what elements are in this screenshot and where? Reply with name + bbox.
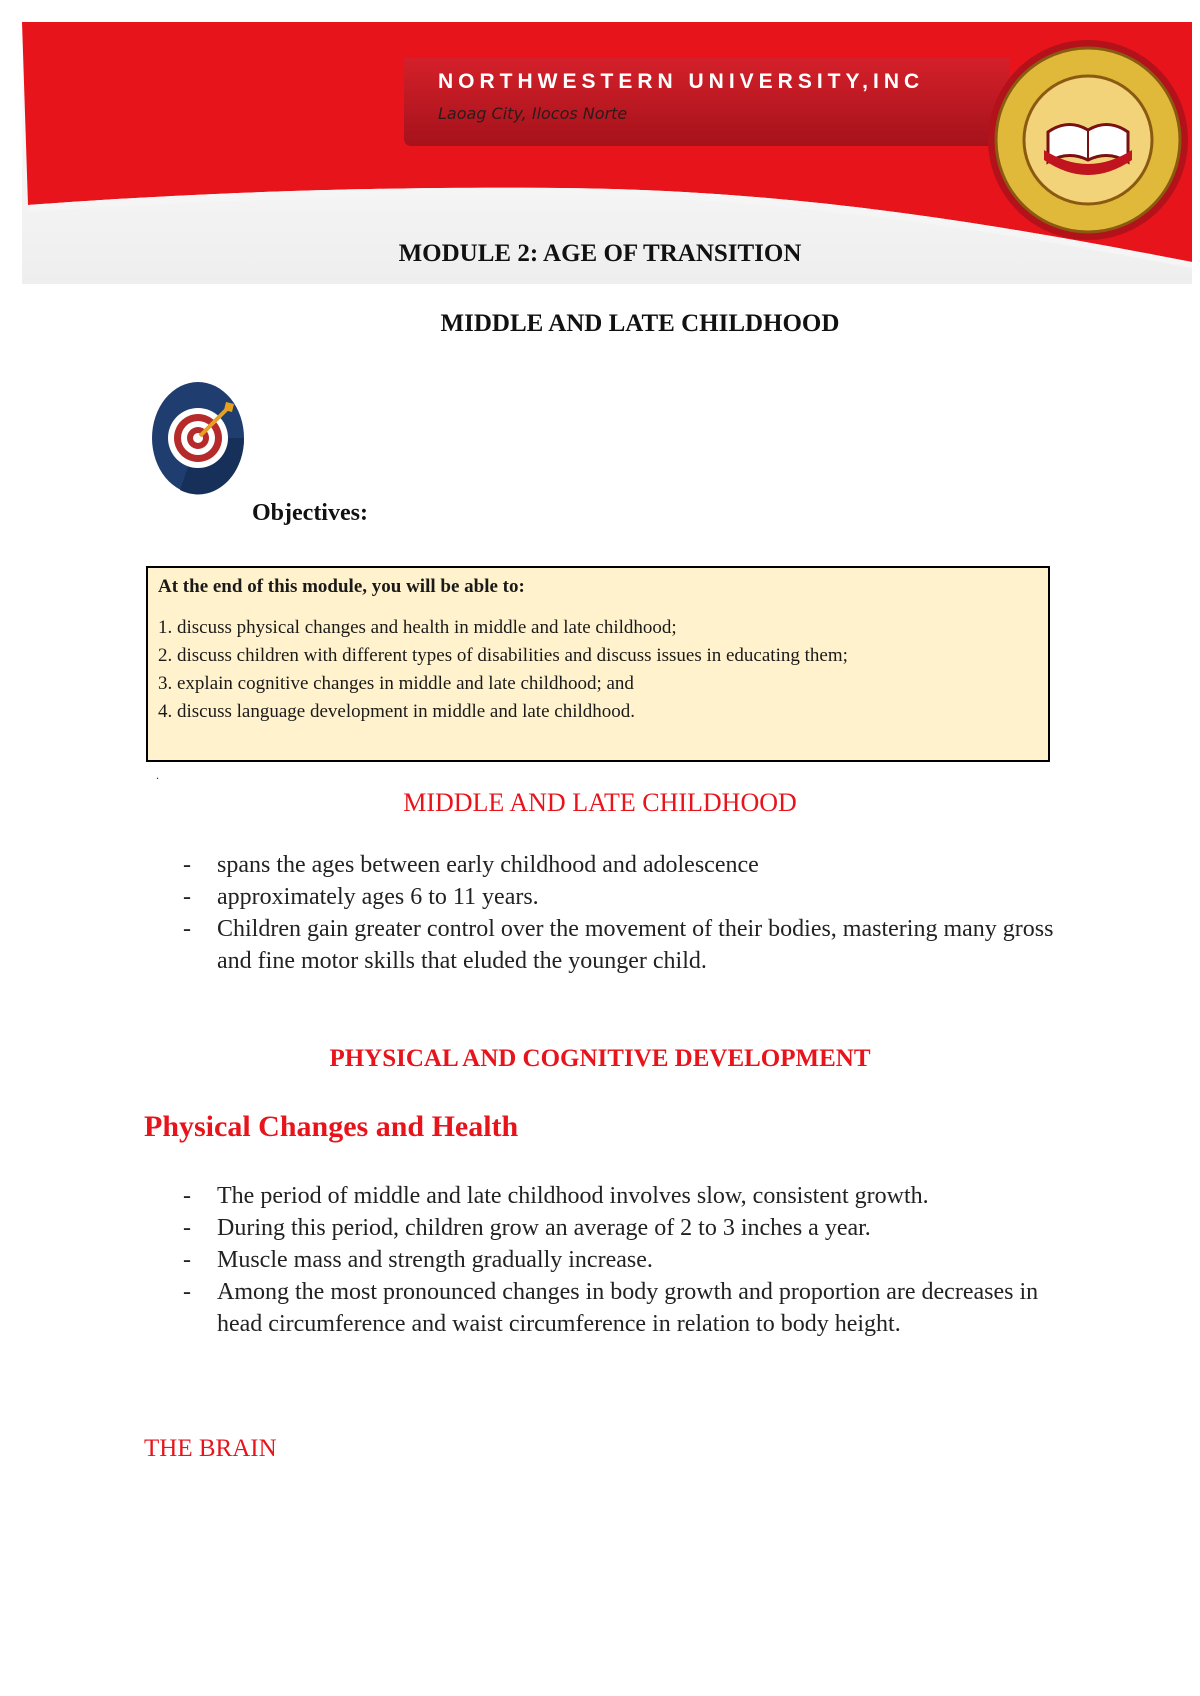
section-title: MIDDLE AND LATE CHILDHOOD [440, 310, 840, 337]
development-heading: PHYSICAL AND COGNITIVE DEVELOPMENT [329, 1045, 871, 1072]
university-location: Laoag City, Ilocos Norte [438, 104, 628, 123]
list-item: - spans the ages between early childhood and adolescence [180, 849, 1060, 881]
objectives-box [146, 566, 1050, 762]
physical-heading: Physical Changes and Health [144, 1110, 519, 1143]
list-item: - The period of middle and late childhood involves slow, consistent growth. [180, 1180, 1060, 1212]
physical-bullet-list [180, 1180, 1060, 1340]
list-item: - Children gain greater control over the movement of their bodies, mastering many gross and fine motor skills that eluded the younger child. [180, 913, 1060, 977]
objective-item: 1. discuss physical changes and health in middle and late childhood; [158, 617, 677, 638]
list-item: - Muscle mass and strength gradually increase. [180, 1244, 1060, 1276]
objective-item: 2. discuss children with different types of disabilities and discuss issues in educating them; [158, 645, 848, 666]
objectives-label: Objectives: [252, 500, 368, 526]
objectives-intro: At the end of this module, you will be able to: [158, 576, 525, 597]
target-icon [150, 378, 246, 496]
stray-mark: . [156, 768, 159, 782]
objective-item: 3. explain cognitive changes in middle and late childhood; and [158, 673, 634, 694]
university-name: NORTHWESTERN UNIVERSITY,INC [438, 70, 925, 93]
module-title: MODULE 2: AGE OF TRANSITION [398, 240, 802, 267]
list-item: - During this period, children grow an average of 2 to 3 inches a year. [180, 1212, 1060, 1244]
list-item: - Among the most pronounced changes in body growth and proportion are decreases in head circumference and waist circumference in relation to body height. [180, 1276, 1060, 1340]
brain-heading: THE BRAIN [144, 1435, 277, 1462]
childhood-heading: MIDDLE AND LATE CHILDHOOD [403, 788, 797, 817]
objective-item: 4. discuss language development in middle and late childhood. [158, 701, 636, 722]
childhood-bullet-list [180, 849, 1060, 977]
university-seal-icon [988, 40, 1188, 240]
list-item: - approximately ages 6 to 11 years. [180, 881, 1060, 913]
